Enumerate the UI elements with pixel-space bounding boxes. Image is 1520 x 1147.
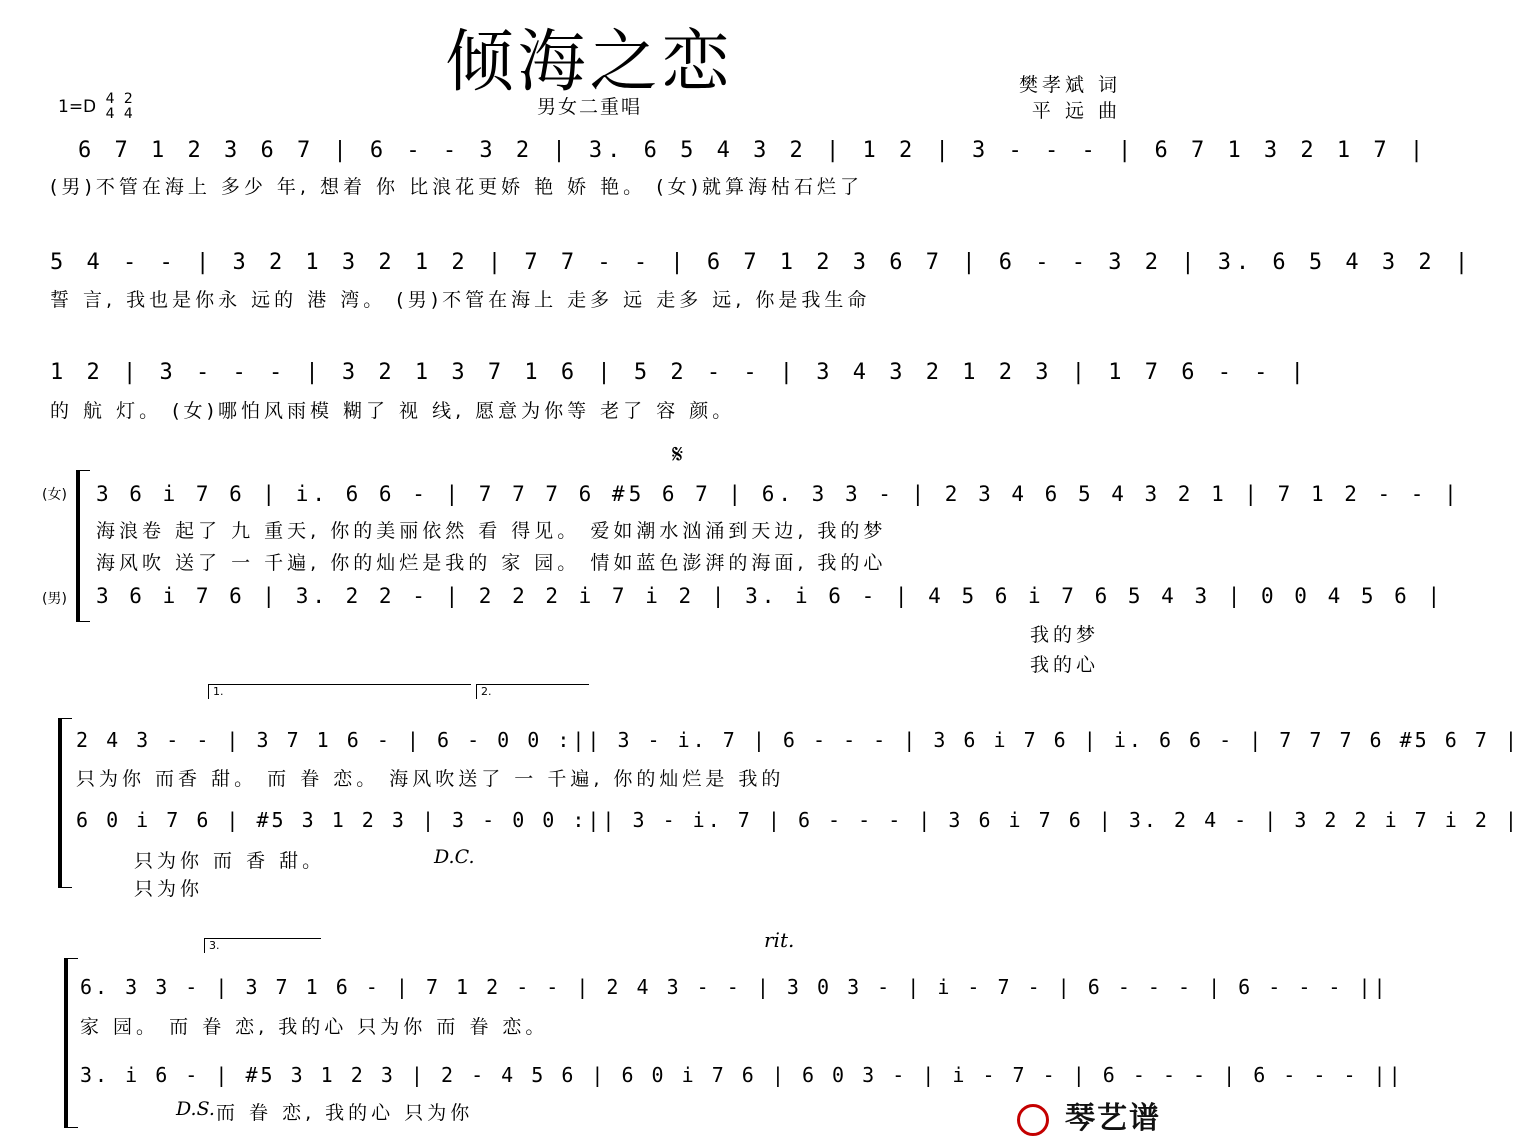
- male-voice-label: (男): [42, 591, 67, 607]
- lyrics-row-2: 誓 言, 我也是你永 远的 港 湾。 (男)不管在海上 走多 远 走多 远, 你是我生命: [50, 289, 871, 311]
- notation-row-2: 5 4 - - | 3 2 1 3 2 1 2 | 7 7 - - | 6 7 1 2 3 6 7 | 6 - - 3 2 | 3. 6 5 4 3 2 |: [50, 250, 1474, 275]
- notation-row-9: 3. i 6 - | #5 3 1 2 3 | 2 - 4 5 6 | 6 0 i 7 6 | 6 0 3 - | i - 7 - | 6 - - - | 6 - - - ||: [80, 1063, 1404, 1087]
- logo-icon: [1017, 1104, 1049, 1136]
- da-capo-mark: D.C.: [434, 846, 475, 868]
- duet-bracket-2: [58, 718, 72, 888]
- volta-3: 3.: [204, 938, 321, 953]
- notation-row-6: 2 4 3 - - | 3 7 1 6 - | 6 - 0 0 :|| 3 - i. 7 | 6 - - - | 3 6 i 7 6 | i. 6 6 - | 7 7 7 6 #5 6 7 |: [76, 728, 1520, 752]
- song-title: 倾海之恋: [445, 23, 734, 102]
- lyrics-row-1: (男)不管在海上 多少 年, 想着 你 比浪花更娇 艳 娇 艳。 (女)就算海枯石烂了: [50, 176, 864, 198]
- notation-row-5: 3 6 i 7 6 | 3. 2 2 - | 2 2 2 i 7 i 2 | 3. i 6 - | 4 5 6 i 7 6 5 4 3 | 0 0 4 5 6 |: [96, 584, 1445, 608]
- lyrics-row-7a: 只为你 而 香 甜。: [134, 850, 326, 872]
- lyrics-row-3: 的 航 灯。 (女)哪怕风雨模 糊了 视 线, 愿意为你等 老了 容 颜。: [50, 400, 736, 422]
- lyrics-row-5b: 我的心: [1030, 654, 1100, 676]
- notation-row-8: 6. 3 3 - | 3 7 1 6 - | 7 1 2 - - | 2 4 3 - - | 3 0 3 - | i - 7 - | 6 - - - | 6 - - - ||: [80, 975, 1389, 999]
- performance-subtitle: 男女二重唱: [536, 96, 642, 118]
- female-voice-label: (女): [42, 487, 67, 503]
- lyrics-row-9: 而 眷 恋, 我的心 只为你: [216, 1102, 474, 1124]
- lyrics-row-6: 只为你 而香 甜。 而 眷 恋。 海风吹送了 一 千遍, 你的灿烂是 我的: [76, 768, 785, 790]
- volta-2: 2.: [476, 684, 589, 699]
- notation-row-1: 6 7 1 2 3 6 7 | 6 - - 3 2 | 3. 6 5 4 3 2 | 1 2 | 3 - - - | 6 7 1 3 2 1 7 |: [78, 138, 1429, 163]
- logo-text: 琴艺谱: [1065, 1101, 1161, 1136]
- time-signature-2: 2 4: [123, 91, 133, 122]
- notation-row-4: 3 6 i 7 6 | i. 6 6 - | 7 7 7 6 #5 6 7 | 6. 3 3 - | 2 3 4 6 5 4 3 2 1 | 7 1 2 - - |: [96, 482, 1461, 506]
- time-signature-1: 4 4: [105, 91, 115, 122]
- key-label: 1=D: [58, 97, 97, 117]
- notation-row-3: 1 2 | 3 - - - | 3 2 1 3 7 1 6 | 5 2 - - | 3 4 3 2 1 2 3 | 1 7 6 - - |: [50, 360, 1309, 385]
- lyrics-row-5a: 我的梦: [1030, 624, 1100, 646]
- segno-sign: 𝄋: [672, 440, 684, 470]
- dal-segno-mark: D.S.: [176, 1098, 215, 1120]
- lyrics-row-4a: 海浪卷 起了 九 重天, 你的美丽依然 看 得见。 爱如潮水汹涌到天边, 我的梦: [96, 520, 887, 542]
- notation-row-7: 6 0 i 7 6 | #5 3 1 2 3 | 3 - 0 0 :|| 3 - i. 7 | 6 - - - | 3 6 i 7 6 | 3. 2 4 - | 3 2 2 i 7 i 2 |: [76, 808, 1520, 832]
- lyrics-row-8: 家 园。 而 眷 恋, 我的心 只为你 而 眷 恋。: [80, 1016, 549, 1038]
- lyrics-row-7b: 只为你: [134, 878, 204, 900]
- duet-bracket-1: [76, 470, 90, 622]
- volta-1: 1.: [208, 684, 471, 699]
- key-signature: [58, 92, 133, 122]
- lyrics-row-4b: 海风吹 送了 一 千遍, 你的灿烂是我的 家 园。 情如蓝色澎湃的海面, 我的心: [96, 552, 887, 574]
- ritardando-mark: rit.: [764, 928, 795, 952]
- duet-bracket-3: [64, 958, 78, 1128]
- lyricist-credit: 樊孝斌 词: [1018, 74, 1121, 96]
- composer-credit: 平 远 曲: [1031, 100, 1121, 122]
- site-logo: [1017, 1093, 1161, 1137]
